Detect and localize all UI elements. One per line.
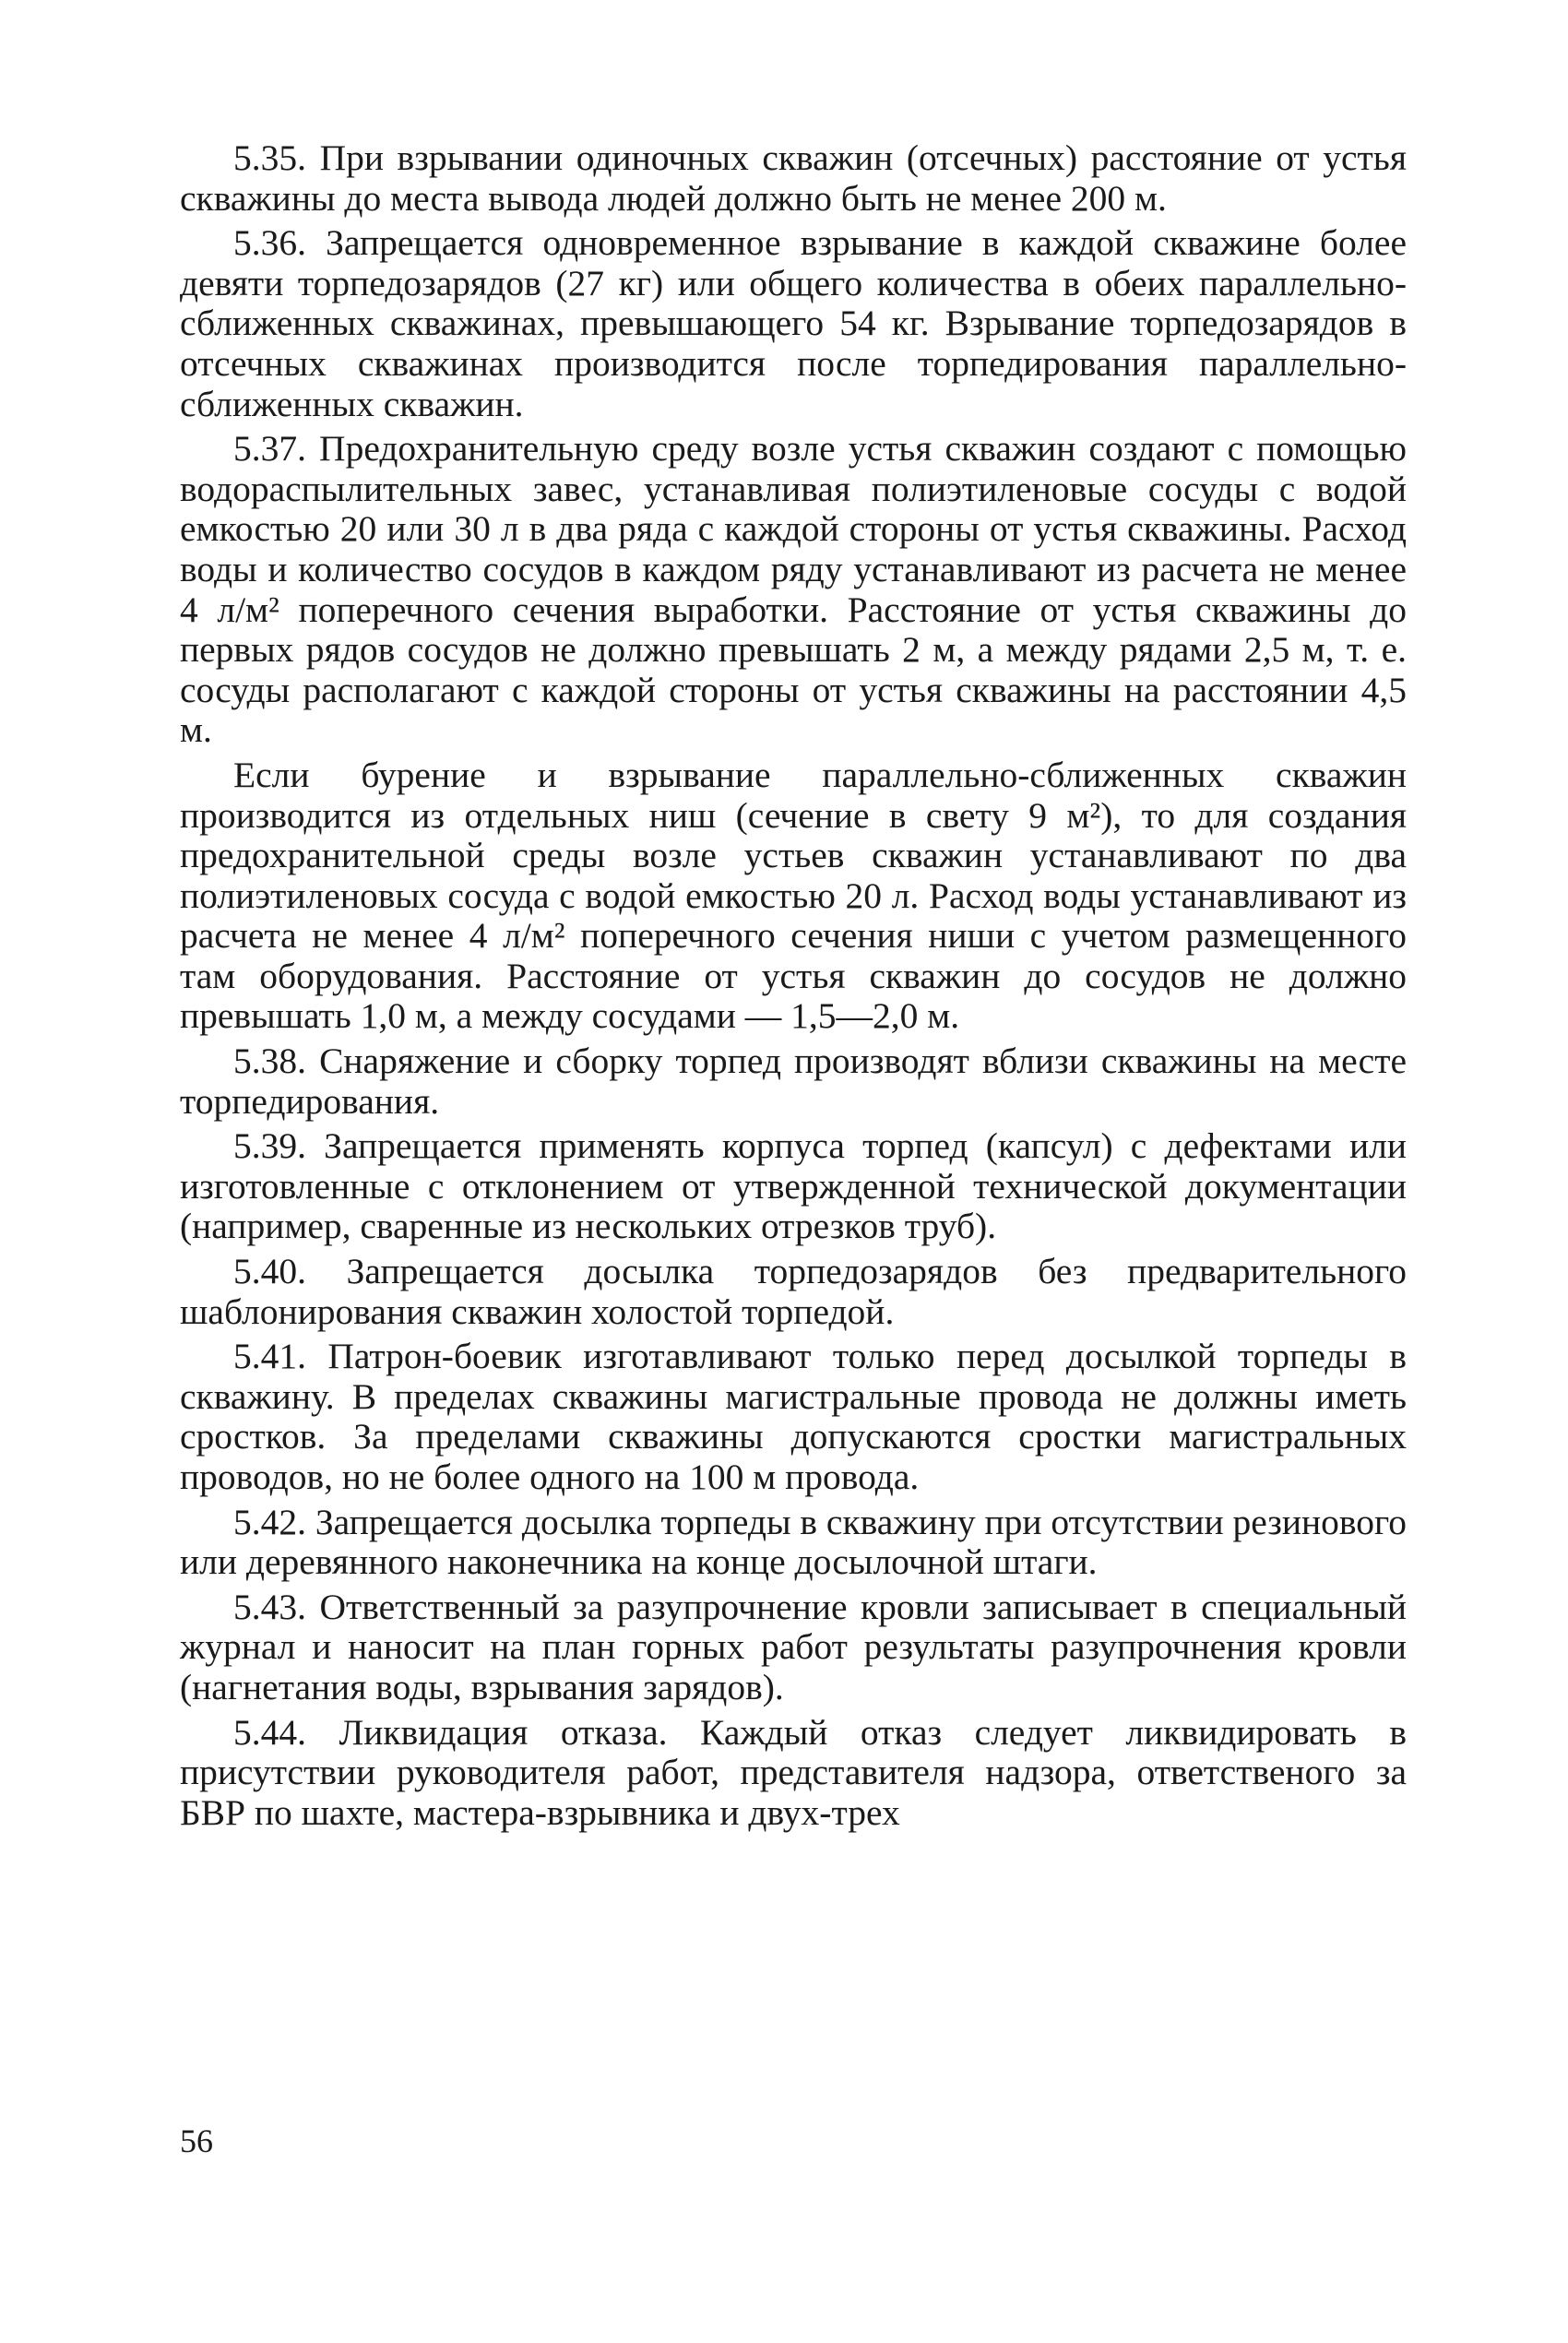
paragraph-5-39: 5.39. Запрещается применять корпуса торпед (капсул) с дефектами или изготовленные с отклонением от утвержденной технической документации (например, сваренные из нескольких отрезков труб). xyxy=(180,1125,1407,1247)
paragraph-5-38: 5.38. Снаряжение и сборку торпед производят вблизи скважины на месте торпедирования. xyxy=(180,1041,1407,1122)
paragraph-5-41: 5.41. Патрон-боевик изготавливают только перед досылкой торпеды в скважину. В пределах скважины магистральные провода не должны иметь сростков. За пределами скважины допускаются сростки магистральных проводов, но не более одного на 100 м провода. xyxy=(180,1336,1407,1497)
document-page xyxy=(180,138,1407,1838)
paragraph-5-37: 5.37. Предохранительную среду возле устья скважин создают с помощью водораспылительных завес, устанавливая полиэтиленовые сосуды с водой емкостью 20 или 30 л в два ряда с каждой стороны от устья скважины. Расход воды и количество сосудов в каждом ряду устанавливают из расчета не менее 4 л/м² поперечного сечения выработки. Расстояние от устья скважины до первых рядов сосудов не должно превышать 2 м, а между рядами 2,5 м, т. е. сосуды располагают с каждой стороны от устья скважины на расстоянии 4,5 м. xyxy=(180,428,1407,751)
paragraph-5-40: 5.40. Запрещается досылка торпедозарядов без предварительного шаблонирования скважин холостой торпедой. xyxy=(180,1251,1407,1332)
paragraph-5-44: 5.44. Ликвидация отказа. Каждый отказ следует ликвидировать в присутствии руководителя работ, представителя надзора, ответственого за БВР по шахте, мастера-взрывника и двух-трех xyxy=(180,1711,1407,1833)
paragraph-5-36: 5.36. Запрещается одновременное взрывание в каждой скважине более девяти торпедозарядов (27 кг) или общего количества в обеих параллельно-сближенных скважинах, превышающего 54 кг. Взрывание торпедозарядов в отсечных скважинах производится после торпедирования параллельно-сближенных скважин. xyxy=(180,222,1407,424)
page-number: 56 xyxy=(180,2123,213,2159)
paragraph-5-42: 5.42. Запрещается досылка торпеды в скважину при отсутствии резинового или деревянного наконечника на конце досылочной штаги. xyxy=(180,1501,1407,1583)
paragraph-5-37-continued: Если бурение и взрывание параллельно-сближенных скважин производится из отдельных ниш (сечение в свету 9 м²), то для создания предохранительной среды возле устьев скважин устанавливают по два полиэтиленовых сосуда с водой емкостью 20 л. Расход воды устанавливают из расчета не менее 4 л/м² поперечного сечения ниши с учетом размещенного там оборудования. Расстояние от устья скважин до сосудов не должно превышать 1,0 м, а между сосудами — 1,5—2,0 м. xyxy=(180,754,1407,1037)
paragraph-5-43: 5.43. Ответственный за разупрочнение кровли записывает в специальный журнал и наносит на план горных работ результаты разупрочнения кровли (нагнетания воды, взрывания зарядов). xyxy=(180,1586,1407,1707)
paragraph-5-35: 5.35. При взрывании одиночных скважин (отсечных) расстояние от устья скважины до места вывода людей должно быть не менее 200 м. xyxy=(180,137,1407,219)
